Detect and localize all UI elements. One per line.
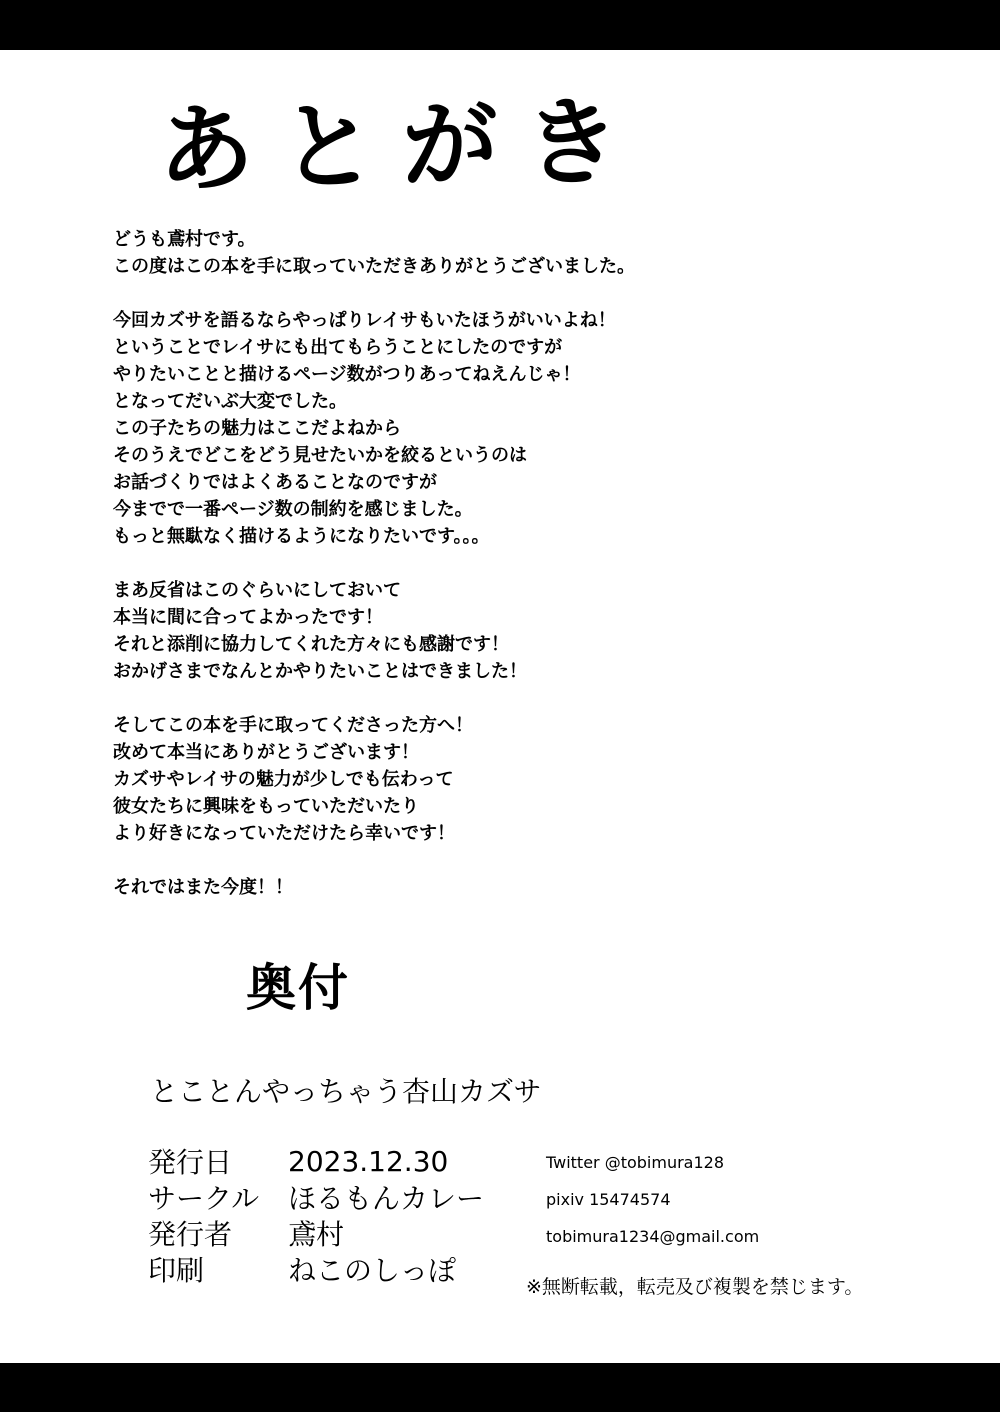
- afterword-title: あとがき: [157, 84, 647, 207]
- contact-list: [546, 1148, 759, 1259]
- afterword-body: [113, 226, 733, 901]
- paragraph-gap: [113, 685, 733, 712]
- info-label: 印刷: [148, 1254, 205, 1287]
- paragraph-gap: [113, 847, 733, 874]
- afterword-line: 彼女たちに興味をもっていただいたり: [113, 796, 419, 817]
- afterword-line: この子たちの魅力はここだよねから: [113, 418, 401, 439]
- afterword-line: やりたいことと描けるページ数がつりあってねえんじゃ！: [113, 364, 581, 385]
- afterword-line: 今回カズサを語るならやっぱりレイサもいたほうがいいよね！: [113, 310, 616, 331]
- afterword-line: どうも鳶村です。: [113, 229, 256, 250]
- copyright-notice: ※無断転載，転売及び複製を禁じます。: [526, 1276, 864, 1298]
- info-label: 発行日: [148, 1146, 233, 1179]
- contact-twitter: Twitter @tobimura128: [546, 1153, 725, 1172]
- colophon-heading: 奥付: [246, 959, 350, 1017]
- afterword-line: 今までで一番ページ数の制約を感じました。: [113, 499, 473, 520]
- book-title: とことんやっちゃう杏山カズサ: [150, 1075, 542, 1108]
- paragraph-gap: [113, 550, 733, 577]
- afterword-line: ということでレイサにも出てもらうことにしたのですが: [113, 337, 563, 358]
- info-label: サークル: [148, 1182, 260, 1215]
- colophon-info-table: [148, 1143, 484, 1287]
- info-row-printer: [148, 1251, 484, 1287]
- info-value: 2023.12.30: [288, 1144, 449, 1178]
- afterword-line: それと添削に協力してくれた方々にも感謝です！: [113, 634, 509, 655]
- afterword-line: お話づくりではよくあることなのですが: [113, 472, 437, 493]
- bottom-border: [0, 1363, 1000, 1412]
- paragraph-gap: [113, 280, 733, 307]
- afterword-line: そしてこの本を手に取ってくださった方へ！: [113, 715, 473, 736]
- afterword-line: まあ反省はこのぐらいにしておいて: [113, 580, 401, 601]
- afterword-line: より好きになっていただけたら幸いです！: [113, 823, 455, 844]
- afterword-line: この度はこの本を手に取っていただきありがとうございました。: [113, 256, 635, 277]
- afterword-line: それではまた今度！！: [113, 877, 293, 898]
- info-row-publish-date: [148, 1143, 484, 1179]
- afterword-line: もっと無駄なく描けるようになりたいです。。。: [113, 526, 490, 547]
- info-row-publisher: [148, 1215, 484, 1251]
- afterword-line: おかげさまでなんとかやりたいことはできました！: [113, 661, 527, 682]
- info-value: ねこのしっぽ: [288, 1254, 457, 1287]
- afterword-line: 改めて本当にありがとうございます！: [113, 742, 419, 763]
- info-label: 発行者: [148, 1218, 233, 1251]
- contact-email: tobimura1234@gmail.com: [546, 1227, 760, 1246]
- info-value: 鳶村: [288, 1218, 345, 1251]
- top-border: [0, 0, 1000, 50]
- afterword-page: [0, 50, 1000, 1363]
- contact-pixiv: pixiv 15474574: [546, 1190, 671, 1209]
- afterword-line: カズサやレイサの魅力が少しでも伝わって: [113, 769, 454, 790]
- info-row-circle: [148, 1179, 484, 1215]
- info-value: ほるもんカレー: [288, 1182, 485, 1215]
- afterword-line: そのうえでどこをどう見せたいかを絞るというのは: [113, 445, 527, 466]
- afterword-line: となってだいぶ大変でした。: [113, 391, 347, 412]
- afterword-line: 本当に間に合ってよかったです！: [113, 607, 383, 628]
